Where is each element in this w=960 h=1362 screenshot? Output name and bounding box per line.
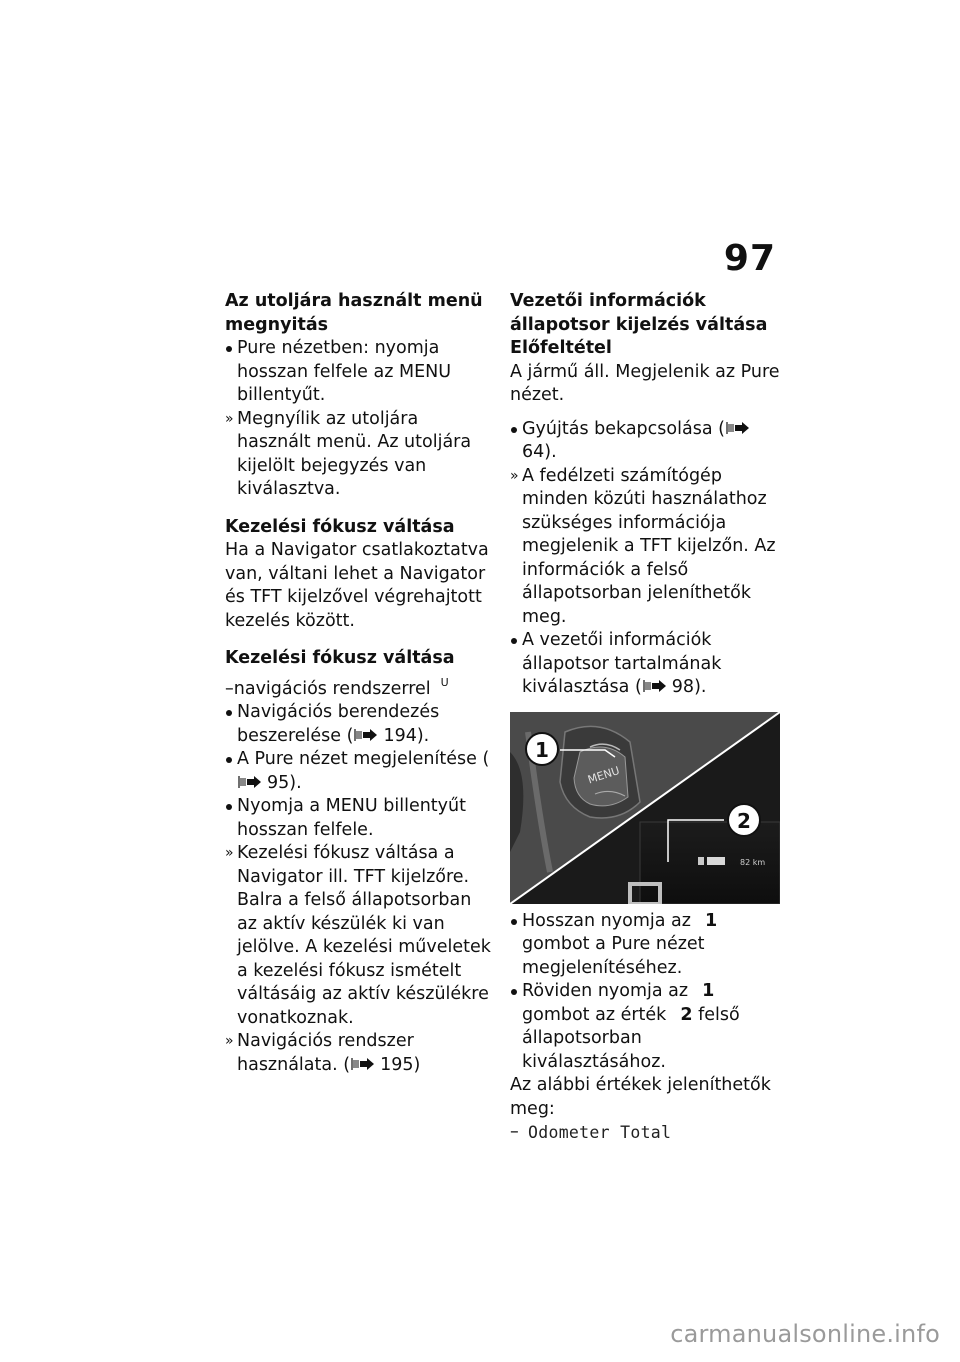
page-ref[interactable]: 64 <box>522 442 545 462</box>
page-ref[interactable]: 98 <box>671 677 695 697</box>
page-ref-icon <box>351 1057 377 1071</box>
item-text-after: ). <box>289 772 302 793</box>
item-text: A fedélzeti számítógép minden közúti használathoz szükséges információja megjelenik a TFT kijelzőn. Az információk a felső állapotsorban jeleníthetők meg. <box>522 465 776 627</box>
watermark: carmanualsonline.info <box>670 1320 940 1348</box>
page-ref-icon <box>726 421 752 435</box>
result-arrow-icon: » <box>225 410 234 427</box>
handlebar-display-photo <box>510 712 780 904</box>
section-title: Kezelési fókusz váltása <box>225 648 455 668</box>
dash-icon: – <box>510 1122 519 1142</box>
item-text: Gyújtás bekapcsolása ( <box>522 418 725 439</box>
page-number: 97 <box>723 238 776 279</box>
section-subtitle <box>225 671 493 702</box>
item-text: Hosszan nyomja az <box>522 910 691 931</box>
value-option <box>510 1121 782 1146</box>
list-item <box>510 910 782 981</box>
callout-ref: 2 <box>680 1004 693 1025</box>
item-text-mid: gombot az érték <box>522 1004 667 1025</box>
callout-2-label: 2 <box>737 808 751 833</box>
item-text-after: ). <box>694 677 707 697</box>
section-driver-info <box>510 290 782 700</box>
section-key-actions <box>510 910 782 1146</box>
item-text: Röviden nyomja az <box>522 981 689 1001</box>
page-ref-icon <box>354 728 380 742</box>
page-ref-icon <box>643 679 669 693</box>
page-ref[interactable]: 95 <box>267 772 290 793</box>
page-ref[interactable]: 195 <box>380 1054 414 1075</box>
section-title: Az utoljára használt menü megnyitás <box>225 291 483 335</box>
values-intro: Az alábbi értékek jeleníthetők meg: <box>510 1075 771 1119</box>
item-text-after: ). <box>416 725 430 746</box>
list-item <box>225 408 493 502</box>
list-item <box>225 748 493 795</box>
callout-1-label: 1 <box>535 737 549 762</box>
step-list <box>510 418 782 700</box>
result-arrow-icon: » <box>225 1033 234 1049</box>
section-title: Kezelési fókusz váltása <box>225 516 455 537</box>
item-text: Kezelési fókusz váltása a Navigator ill. TFT kijelzőre. Balra a felső állapotsorban az aktív készülék ki van jelölve. A kezelési műveletek a kezelési fókusz ismételt váltásáig az aktív készülékre vonatkoznak. <box>237 843 491 1028</box>
step-list <box>225 701 493 1077</box>
list-item <box>225 1030 493 1077</box>
subtitle-text: –navigációs rendszerrel <box>225 678 431 699</box>
page-ref[interactable]: 194 <box>383 725 417 746</box>
callout-ref: 1 <box>702 981 715 1001</box>
list-item <box>225 701 493 748</box>
item-text: Navigációs rendszer használata. ( <box>237 1031 414 1075</box>
list-item <box>510 465 782 630</box>
result-arrow-icon: » <box>510 467 519 484</box>
item-text: Navigációs berendezés beszerelése ( <box>237 702 440 746</box>
option-marker: U <box>440 675 449 689</box>
step-list <box>510 910 782 1075</box>
item-text-after: ) <box>413 1054 421 1075</box>
section-last-menu <box>225 290 493 502</box>
list-item <box>225 337 493 408</box>
item-text: Megnyílik az utoljára használt menü. Az utoljára kijelölt bejegyzés van kiválasztva. <box>237 408 472 499</box>
display-value: 82 km <box>740 857 766 867</box>
item-text: Nyomja a MENU billentyűt hosszan felfele. <box>237 796 466 840</box>
list-item <box>510 980 782 1074</box>
page-ref-icon <box>238 775 264 789</box>
list-item <box>225 795 493 842</box>
callout-ref: 1 <box>704 910 718 931</box>
step-list <box>225 337 493 502</box>
section-focus-switch-nav <box>225 647 493 1077</box>
item-text: A vezetői információk állapotsor tartalmának kiválasztása ( <box>522 630 722 697</box>
item-text: Pure nézetben: nyomja hosszan felfele az MENU billentyűt. <box>237 338 452 405</box>
item-text-after: gombot a Pure nézet megjelenítéséhez. <box>522 934 705 978</box>
list-item <box>225 842 493 1030</box>
precondition-text: A jármű áll. Megjelenik az Pure nézet. <box>510 361 780 405</box>
left-column <box>225 290 493 1077</box>
section-text: Ha a Navigator csatlakoztatva van, váltani lehet a Navigator és TFT kijelzővel végrehajtott kezelés között. <box>225 540 489 631</box>
section-title: Vezetői információk állapotsor kijelzés váltása <box>510 291 768 335</box>
result-arrow-icon: » <box>225 845 234 861</box>
precondition-title: Előfeltétel <box>510 338 612 358</box>
item-text: A Pure nézet megjelenítése ( <box>237 749 490 769</box>
value-option-label: Odometer Total <box>528 1123 672 1142</box>
list-item <box>510 418 782 465</box>
menu-key-label: MENU <box>586 763 622 786</box>
right-column <box>510 290 782 1146</box>
item-text-after: ). <box>544 442 557 462</box>
section-focus-switch <box>225 516 493 634</box>
item-text-after: felső állapotsorban kiválasztásához. <box>522 1004 740 1072</box>
list-item <box>510 629 782 700</box>
